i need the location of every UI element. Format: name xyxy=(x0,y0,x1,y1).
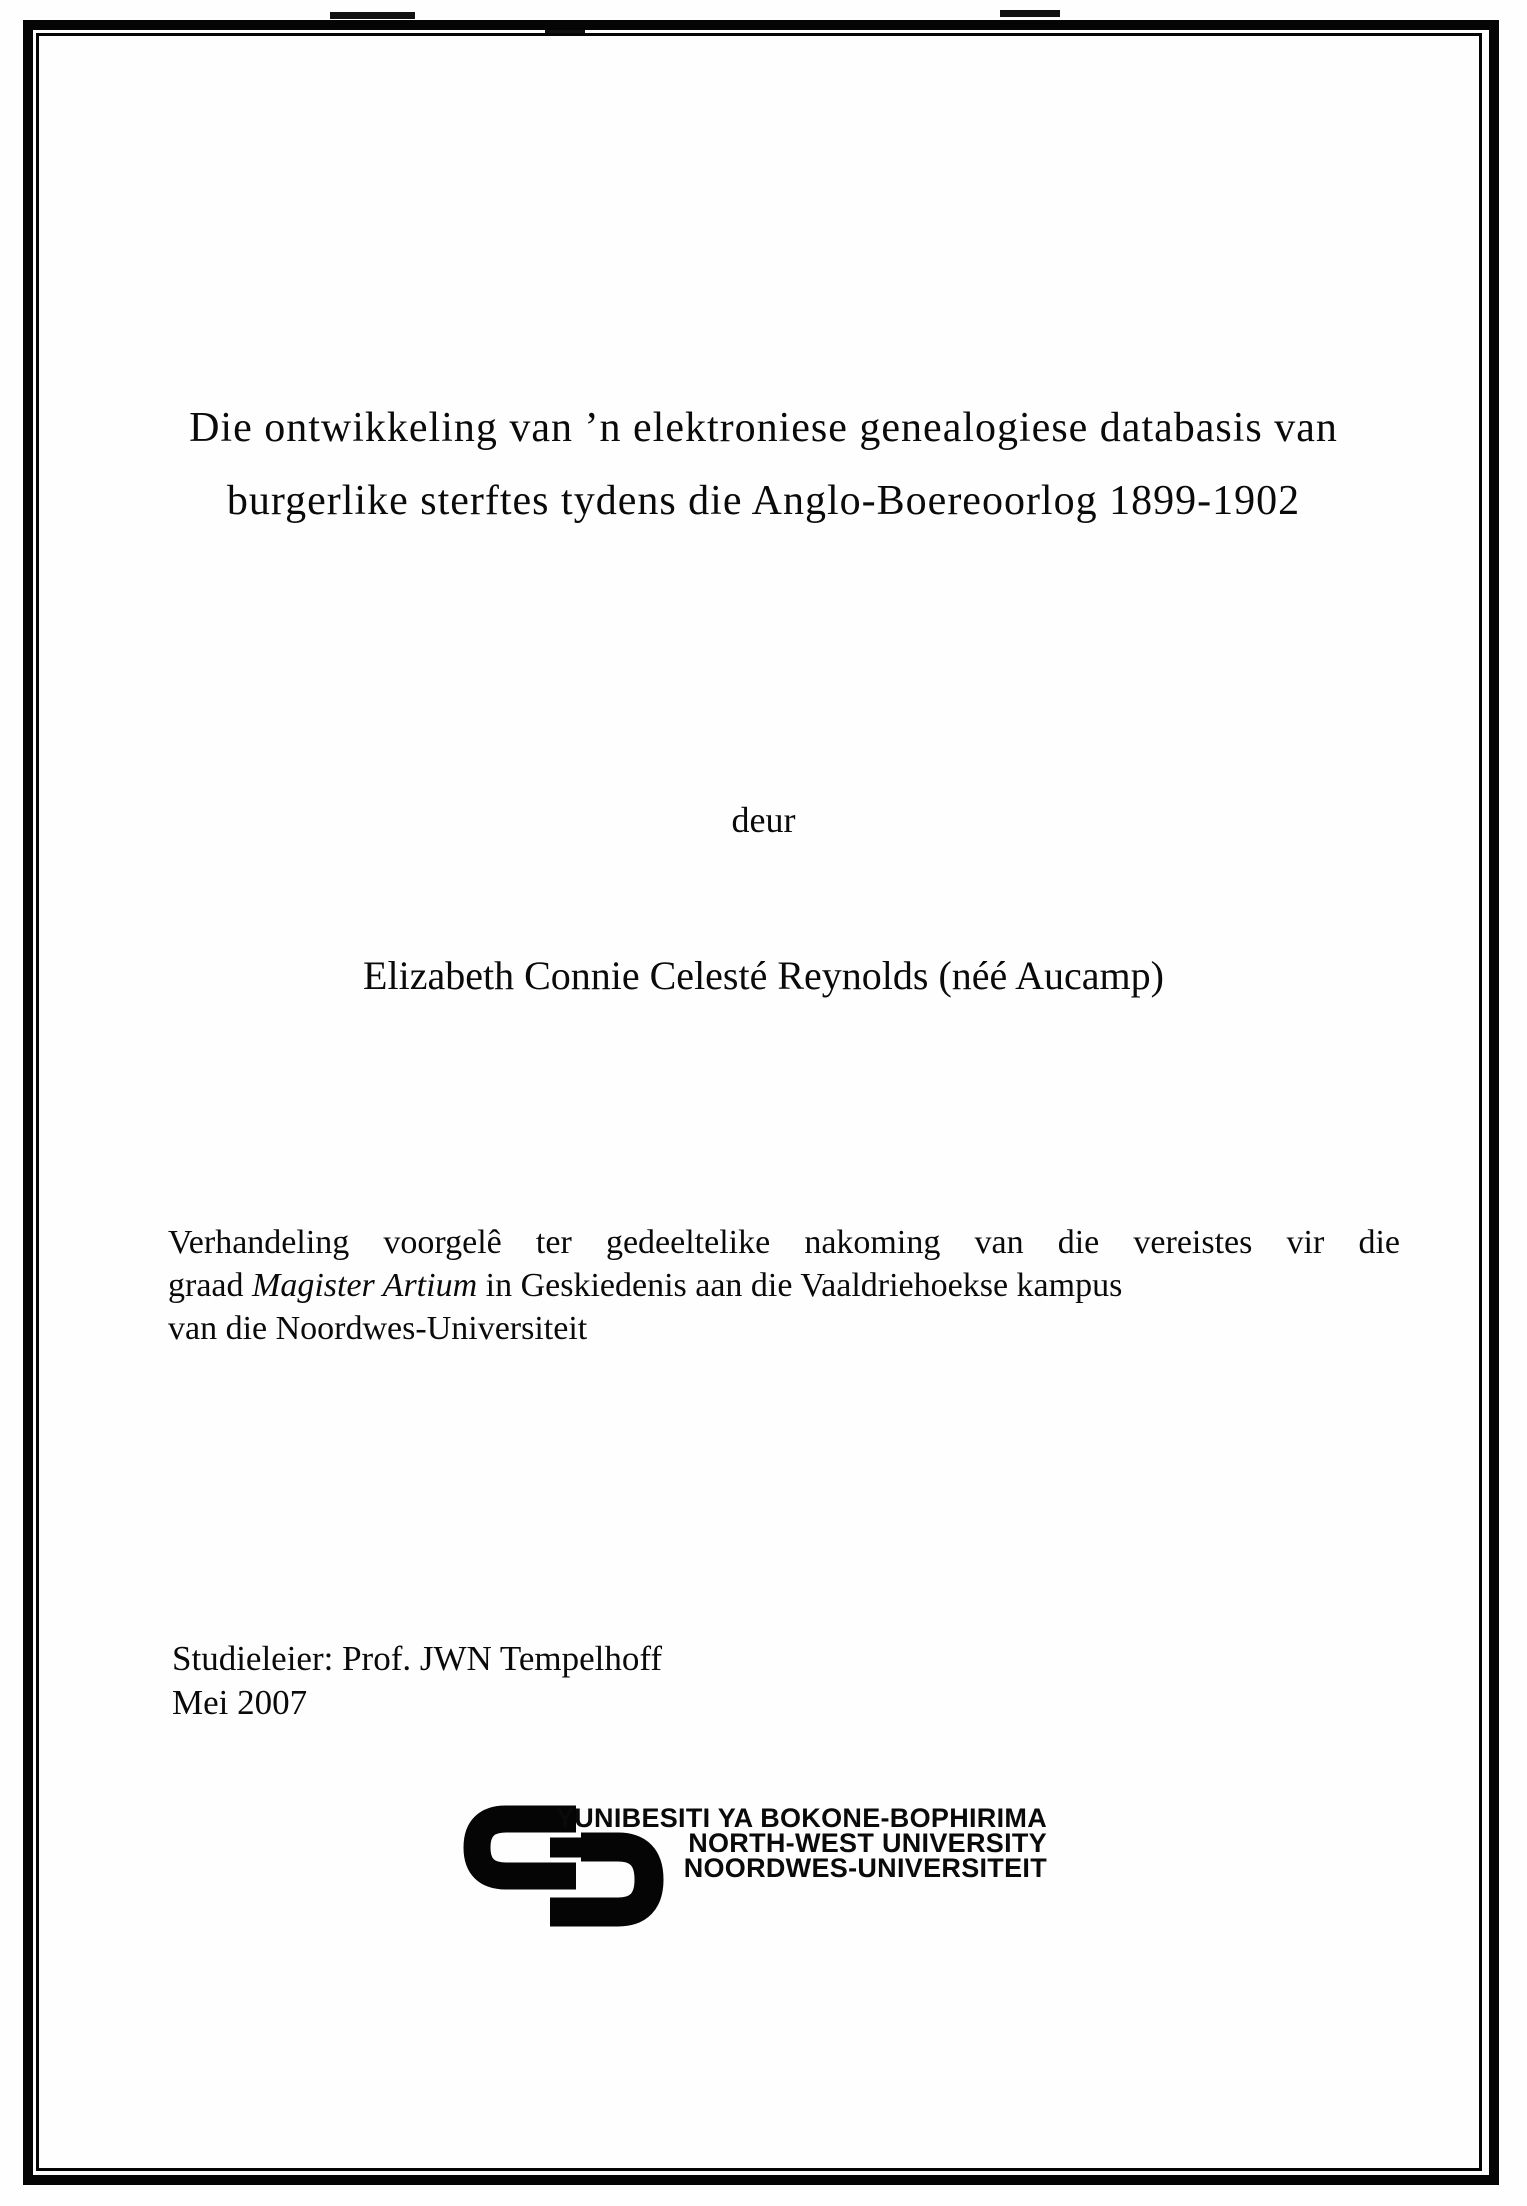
supervisor-line: Studieleier: Prof. JWN Tempelhoff xyxy=(172,1639,663,1678)
logo-line-setswana: YUNIBESITI YA BOKONE-BOPHIRIMA xyxy=(555,1803,1047,1833)
logo-line-afrikaans: NOORDWES-UNIVERSITEIT xyxy=(683,1853,1047,1883)
university-logo-text xyxy=(555,1803,1047,1883)
statement-line-2-suffix: in Geskiedenis aan die Vaaldriehoekse kampus xyxy=(477,1267,1123,1304)
statement-line-3: van die Noordwes-Universiteit xyxy=(168,1310,588,1347)
logo-line-english: NORTH-WEST UNIVERSITY xyxy=(688,1828,1047,1858)
submission-statement xyxy=(168,1221,1400,1350)
scan-artifact xyxy=(1000,10,1060,17)
thesis-title xyxy=(115,392,1412,538)
byline-label: deur xyxy=(731,800,796,840)
supervisor-section xyxy=(172,1637,662,1725)
statement-line-2 xyxy=(168,1264,1400,1307)
author-name: Elizabeth Connie Celesté Reynolds (néé Aucamp) xyxy=(363,953,1164,998)
date-line: Mei 2007 xyxy=(172,1683,308,1722)
statement-line-1: Verhandeling voorgelê ter gedeeltelike nakoming van die vereistes vir die xyxy=(168,1224,1400,1261)
statement-line-2-prefix: graad xyxy=(168,1267,253,1304)
scan-artifact xyxy=(330,12,415,19)
title-line-2: burgerlike sterftes tydens die Anglo-Boereoorlog 1899-1902 xyxy=(226,478,1301,524)
title-line-1: Die ontwikkeling van ’n elektroniese genealogiese databasis van xyxy=(189,405,1338,451)
degree-name: Magister Artium xyxy=(252,1267,478,1304)
